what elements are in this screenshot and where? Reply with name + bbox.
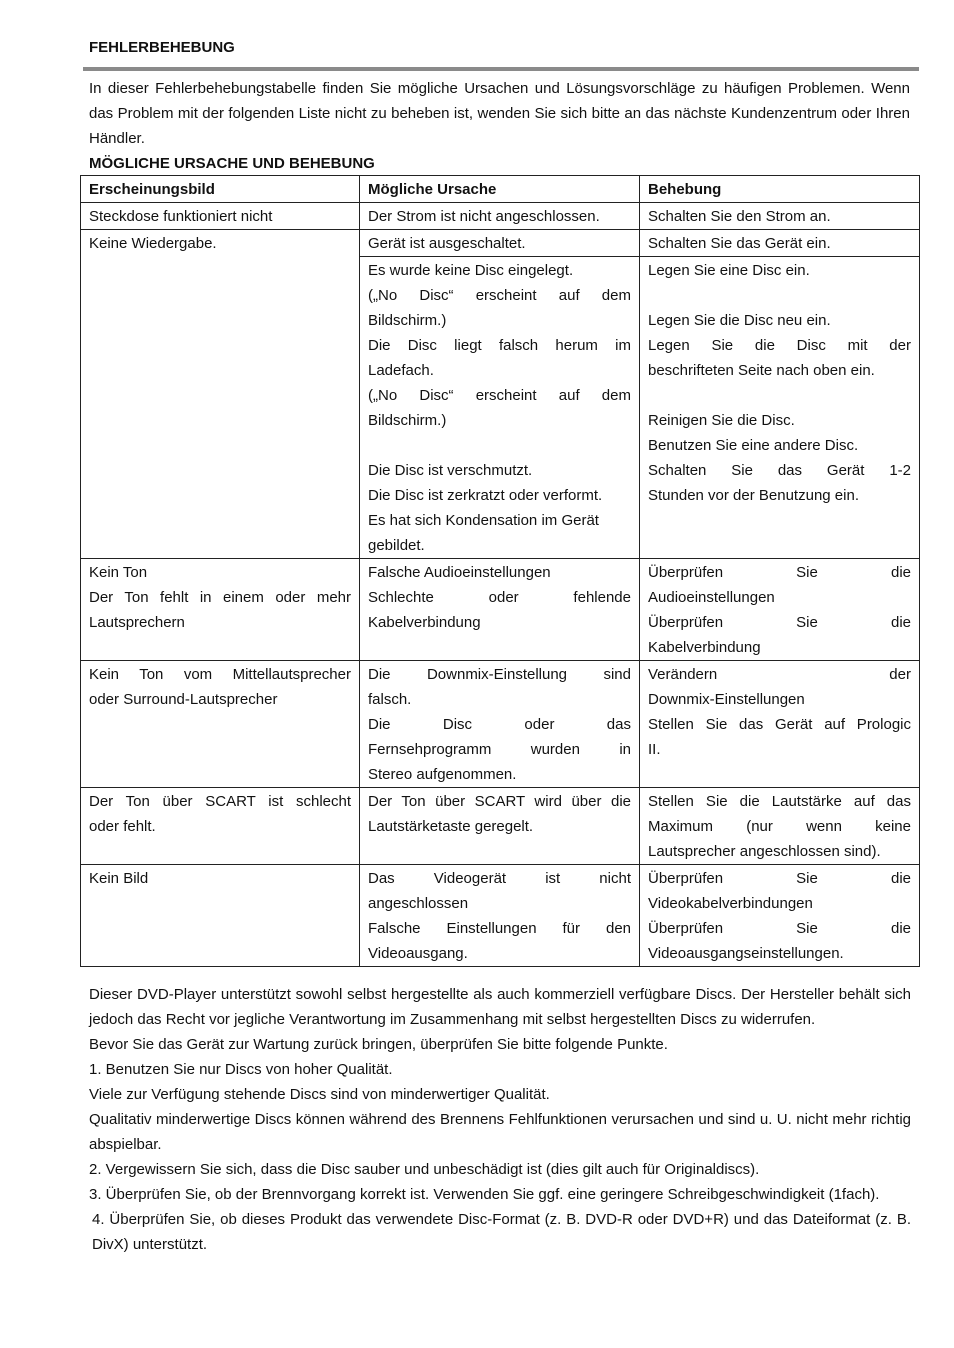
cell-cause — [360, 230, 640, 257]
intro-paragraph: In dieser Fehlerbehebungstabelle finden Sie mögliche Ursachen und Lösungsvorschläge zu häufigen Problemen. Wenn das Problem mit der folgenden Liste nicht zu beheben ist, wenden Sie sich bitte an das nächste Kundenzentrum oder Ihren Händler. — [89, 80, 910, 147]
footer-paragraph: 4. Überprüfen Sie, ob dieses Produkt das verwendete Disc-Format (z. B. DVD-R oder DVD+R) und das Dateiformat (z. B. DivX) unterstützt. — [92, 1211, 911, 1253]
cell-line: Die Disc ist verschmutzt. — [368, 462, 533, 479]
table-row — [81, 203, 920, 230]
table-subheading: MÖGLICHE URSACHE UND BEHEBUNG — [89, 155, 375, 172]
cell-line: Schalten Sie das Gerät ein. — [648, 235, 831, 252]
cell-line: Verändern der — [648, 666, 911, 683]
cell-fix — [640, 865, 920, 967]
cell-line: Überprüfen Sie die — [648, 614, 911, 631]
cell-line: Falsche Einstellungen für den — [368, 920, 631, 937]
cell-line — [648, 383, 911, 408]
cell-line: Schalten Sie den Strom an. — [648, 208, 831, 225]
table-row — [81, 230, 920, 257]
cell-line: Stereo aufgenommen. — [368, 766, 517, 783]
cell-line — [368, 433, 631, 458]
cell-line: Reinigen Sie die Disc. — [648, 412, 795, 429]
cell-cause — [360, 257, 640, 559]
cell-line — [648, 283, 911, 308]
cell-fix — [640, 661, 920, 788]
heading-rule — [83, 67, 919, 71]
cell-line: Kein Ton — [89, 564, 148, 581]
cell-line: Der Ton über SCART wird über die — [368, 793, 631, 810]
footer-paragraph: Dieser DVD-Player unterstützt sowohl selbst hergestellte als auch kommerziell verfügbare Discs. Der Hersteller behält sich jedoch das Recht vor jegliche Verantwortung im Zusammenhang mit selbst hergestellten Discs zu widerrufen. — [89, 986, 911, 1028]
cell-line: Gerät ist ausgeschaltet. — [368, 235, 526, 252]
cell-cause — [360, 559, 640, 661]
cell-line: Videokabelverbindungen — [648, 895, 813, 912]
cell-symptom — [81, 788, 360, 865]
troubleshooting-table — [80, 175, 920, 967]
cell-line: Videoausgang. — [368, 945, 468, 962]
cell-line: falsch. — [368, 691, 412, 708]
cell-line: Downmix-Einstellungen — [648, 691, 805, 708]
cell-line: Lautsprechern — [89, 614, 185, 631]
cell-line: Legen Sie eine Disc ein. — [648, 262, 810, 279]
header-fix: Behebung — [640, 176, 920, 203]
cell-line: oder Surround-Lautsprecher — [89, 691, 278, 708]
cell-line: beschrifteten Seite nach oben ein. — [648, 362, 875, 379]
cell-fix — [640, 257, 920, 559]
footer-notes — [89, 982, 911, 1257]
header-cause: Mögliche Ursache — [360, 176, 640, 203]
footer-paragraph: Qualitativ minderwertige Discs können während des Brennens Fehlfunktionen verursachen und sind u. U. nicht mehr richtig abspielbar. — [89, 1111, 911, 1153]
cell-line: II. — [648, 741, 661, 758]
cell-line: Videoausgangseinstellungen. — [648, 945, 844, 962]
header-symptom: Erscheinungsbild — [81, 176, 360, 203]
cell-symptom — [81, 865, 360, 967]
cell-line: oder fehlt. — [89, 818, 156, 835]
cell-line: Keine Wiedergabe. — [89, 235, 217, 252]
cell-line: Der Ton fehlt in einem oder mehr — [89, 589, 351, 606]
footer-paragraph: 2. Vergewissern Sie sich, dass die Disc sauber und unbeschädigt ist (dies gilt auch für Originaldiscs). — [89, 1161, 760, 1178]
cell-line: Bildschirm.) — [368, 412, 447, 429]
cell-line: Benutzen Sie eine andere Disc. — [648, 437, 859, 454]
cell-symptom — [81, 559, 360, 661]
cell-line: Kabelverbindung — [648, 639, 761, 656]
cell-line: Überprüfen Sie die — [648, 920, 911, 937]
cell-symptom — [81, 230, 360, 559]
cell-line: Audioeinstellungen — [648, 589, 775, 606]
cell-symptom — [81, 661, 360, 788]
footer-paragraph: Bevor Sie das Gerät zur Wartung zurück bringen, überprüfen Sie bitte folgende Punkte. — [89, 1036, 668, 1053]
footer-paragraph: Viele zur Verfügung stehende Discs sind von minderwertiger Qualität. — [89, 1086, 550, 1103]
table-row — [81, 559, 920, 661]
cell-fix — [640, 559, 920, 661]
cell-line: Der Strom ist nicht angeschlossen. — [368, 208, 600, 225]
cell-fix — [640, 788, 920, 865]
cell-line: Legen Sie die Disc neu ein. — [648, 312, 831, 329]
cell-cause — [360, 788, 640, 865]
cell-fix — [640, 203, 920, 230]
cell-line: Stunden vor der Benutzung ein. — [648, 487, 859, 504]
cell-line: Die Disc oder das — [368, 716, 631, 733]
cell-cause — [360, 661, 640, 788]
cell-line: Schalten Sie das Gerät 1-2 — [648, 462, 911, 479]
cell-line: Stellen Sie die Lautstärke auf das — [648, 793, 911, 810]
cell-line: Es hat sich Kondensation im Gerät — [368, 512, 599, 529]
cell-line: gebildet. — [368, 537, 425, 554]
cell-line: Überprüfen Sie die — [648, 564, 911, 581]
cell-line: Kabelverbindung — [368, 614, 481, 631]
cell-line: Bildschirm.) — [368, 312, 447, 329]
cell-line: Lautsprecher angeschlossen sind). — [648, 843, 881, 860]
cell-symptom — [81, 203, 360, 230]
table-row — [81, 865, 920, 967]
cell-line: Überprüfen Sie die — [648, 870, 911, 887]
cell-cause — [360, 865, 640, 967]
footer-paragraph: 3. Überprüfen Sie, ob der Brennvorgang korrekt ist. Verwenden Sie ggf. eine geringere Schreibgeschwindigkeit (1fach). — [89, 1186, 880, 1203]
cell-cause — [360, 203, 640, 230]
section-title: FEHLERBEHEBUNG — [89, 39, 235, 56]
cell-line: Lautstärketaste geregelt. — [368, 818, 534, 835]
cell-line: Maximum (nur wenn keine — [648, 818, 911, 835]
cell-line: Kein Ton vom Mittellautsprecher — [89, 666, 351, 683]
cell-line: Es wurde keine Disc eingelegt. — [368, 262, 574, 279]
cell-line: Der Ton über SCART ist schlecht — [89, 793, 351, 810]
cell-line: („No Disc“ erscheint auf dem — [368, 287, 631, 304]
cell-line: Ladefach. — [368, 362, 434, 379]
cell-line: Legen Sie die Disc mit der — [648, 337, 911, 354]
cell-line: Steckdose funktioniert nicht — [89, 208, 273, 225]
table-body — [81, 203, 920, 967]
cell-line: Die Disc liegt falsch herum im — [368, 337, 631, 354]
cell-fix — [640, 230, 920, 257]
cell-line: angeschlossen — [368, 895, 469, 912]
cell-line: Das Videogerät ist nicht — [368, 870, 631, 887]
cell-line: Kein Bild — [89, 870, 149, 887]
cell-line: („No Disc“ erscheint auf dem — [368, 387, 631, 404]
cell-line: Falsche Audioeinstellungen — [368, 564, 551, 581]
cell-line: Die Disc ist zerkratzt oder verformt. — [368, 487, 603, 504]
footer-paragraph: 1. Benutzen Sie nur Discs von hoher Qualität. — [89, 1061, 393, 1078]
cell-line: Fernsehprogramm wurden in — [368, 741, 631, 758]
table-header-row — [81, 176, 920, 203]
cell-line: Stellen Sie das Gerät auf Prologic — [648, 716, 911, 733]
cell-line: Die Downmix-Einstellung sind — [368, 666, 631, 683]
table-row — [81, 788, 920, 865]
cell-line: Schlechte oder fehlende — [368, 589, 631, 606]
table-row — [81, 661, 920, 788]
